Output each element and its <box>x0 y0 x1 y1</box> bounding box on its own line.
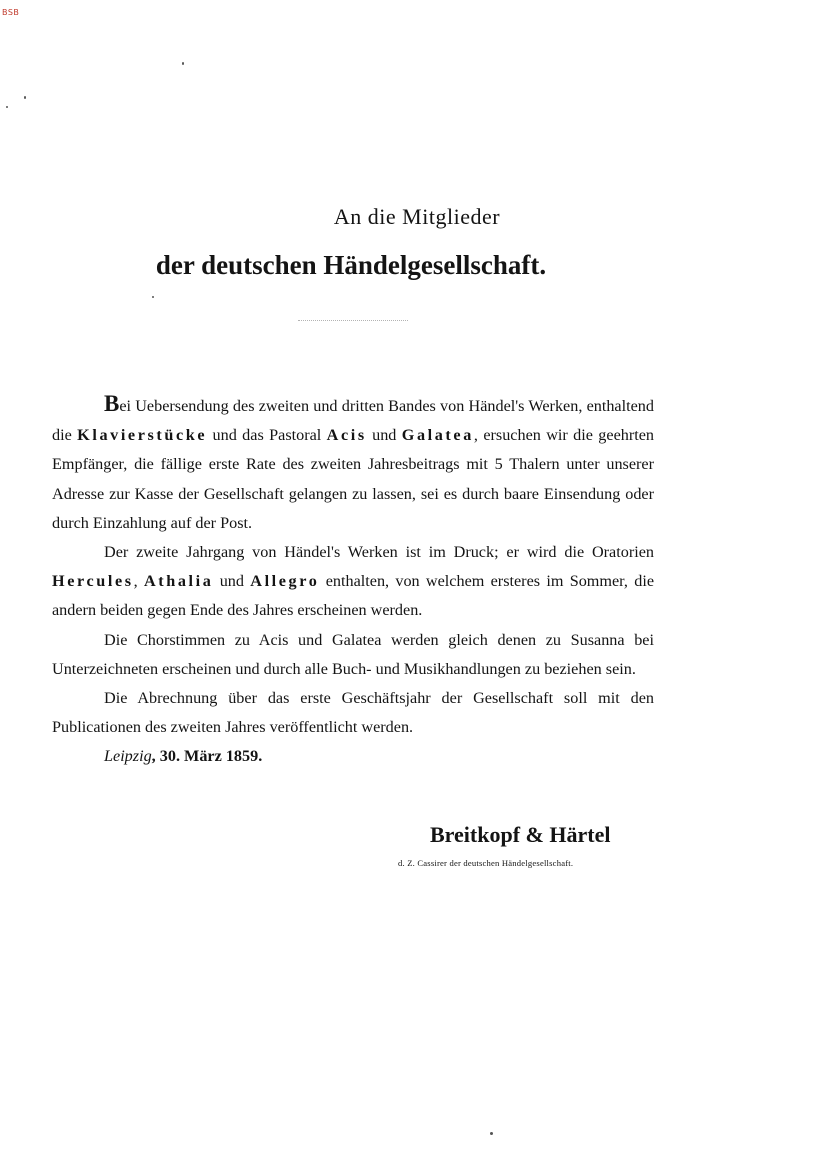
paragraph-1-text-d: , ersuchen wir die geehrten Empfänger, die fällige erste Rate des zweiten Jahresbeitrags mit 5 Thalern unter unserer Adresse zur Kasse der Gesellschaft gelangen zu lassen, sei es durch baare Einsendung oder durch Einzahlung auf der Post. <box>52 426 655 532</box>
term-klavierstuecke: Klavierstücke <box>77 426 208 445</box>
term-acis: Acis <box>326 426 367 445</box>
dateline-date: , 30. März 1859. <box>151 747 263 766</box>
paragraph-1 <box>52 392 654 538</box>
scan-speck <box>24 96 26 99</box>
scan-speck <box>6 106 8 108</box>
paragraph-1-text-a: ei Uebersendung des zweiten und dritten Bandes von Händel's Werken, enthaltend die <box>52 397 654 445</box>
term-allegro: Allegro <box>250 572 320 591</box>
signature-name: Breitkopf & Härtel <box>430 822 611 847</box>
paragraph-3: Die Chorstimmen zu Acis und Galatea werden gleich denen zu Susanna bei Unterzeichneten erscheinen und durch alle Buch- und Musikhandlungen zu beziehen sein. <box>52 630 654 678</box>
term-hercules: Hercules <box>52 572 134 591</box>
heading-line-2: der deutschen Händelgesellschaft. <box>155 250 547 280</box>
dateline <box>52 742 654 771</box>
scan-speck <box>490 1132 493 1135</box>
paragraph-2-text-a: Der zweite Jahrgang von Händel's Werken ist im Druck; er wird die Oratorien <box>104 543 654 562</box>
paragraph-2-text-d: enthalten, von welchem ersteres im Sommer, die andern beiden gegen Ende des Jahres erscheinen werden. <box>52 572 655 620</box>
scan-speck <box>152 296 154 298</box>
paragraph-1-text-c: und <box>366 426 402 445</box>
library-stamp: BSB <box>2 8 20 17</box>
signature-role: d. Z. Cassirer der deutschen Händelgesellschaft. <box>398 858 574 868</box>
heading-line-1: An die Mitglieder <box>333 204 501 229</box>
letter-body <box>52 392 654 772</box>
paragraph-1-text-b: und das Pastoral <box>207 426 327 445</box>
paragraph-4: Die Abrechnung über das erste Geschäftsjahr der Gesellschaft soll mit den Publicationen des zweiten Jahres veröffentlicht werden. <box>52 689 654 737</box>
initial-letter: B <box>104 391 120 416</box>
paragraph-2 <box>52 538 654 626</box>
paragraph-2-text-b: , <box>133 572 144 591</box>
term-athalia: Athalia <box>143 572 214 591</box>
scan-speck <box>182 62 184 65</box>
term-galatea: Galatea <box>401 426 474 445</box>
paragraph-2-text-c: und <box>213 572 251 591</box>
heading-divider <box>298 320 408 321</box>
dateline-place: Leipzig <box>104 747 152 766</box>
